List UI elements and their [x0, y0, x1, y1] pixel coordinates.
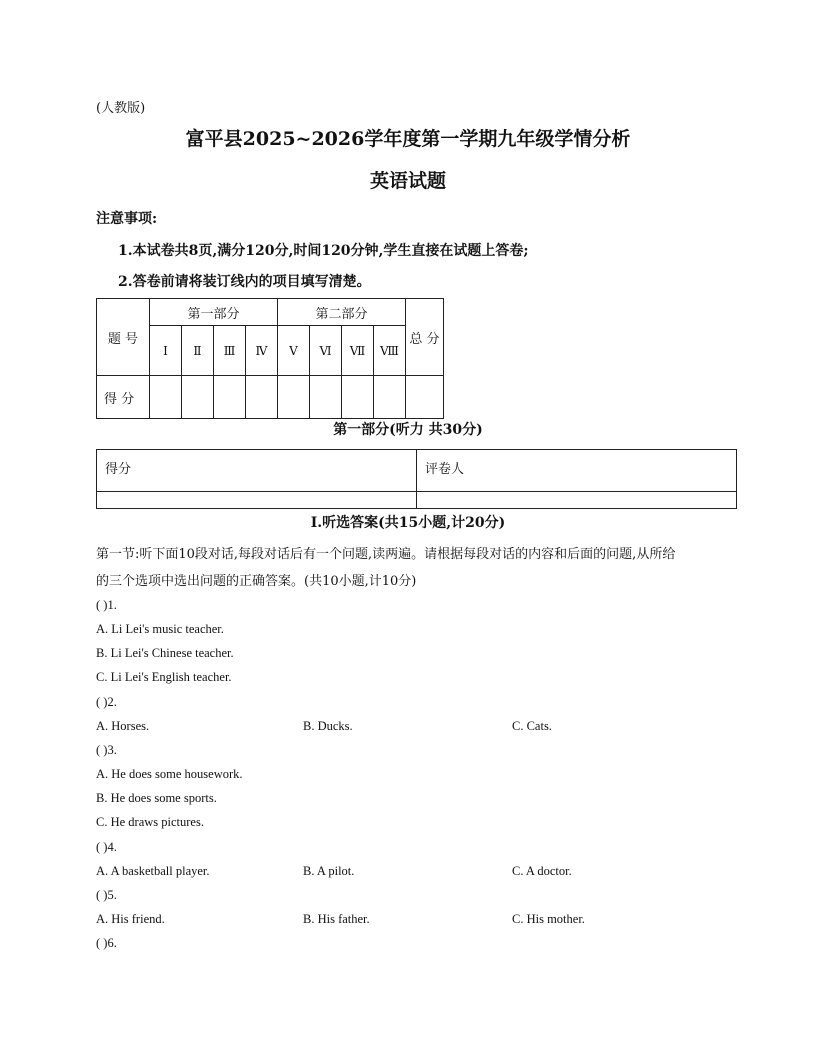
numeral-4: Ⅳ	[246, 326, 278, 376]
grader-name-label: 评卷人	[417, 450, 737, 492]
part-two-header: 第二部分	[278, 299, 406, 326]
option-a: A. Horses.	[96, 719, 150, 733]
numeral-6: Ⅵ	[310, 326, 342, 376]
score-cell[interactable]	[182, 376, 214, 419]
option-a: A. A basketball player.	[96, 864, 210, 878]
numeral-5: Ⅴ	[278, 326, 310, 376]
score-cell[interactable]	[246, 376, 278, 419]
note-item-2: 2.答卷前请将装订线内的项目填写清楚。	[118, 274, 371, 290]
score-cell[interactable]	[278, 376, 310, 419]
score-cell[interactable]	[310, 376, 342, 419]
numeral-7: Ⅶ	[342, 326, 374, 376]
option-c: C. Cats.	[512, 719, 552, 733]
option-c: C. A doctor.	[512, 864, 572, 878]
question-stem[interactable]: ( )5.	[96, 888, 117, 902]
total-score-cell[interactable]	[406, 376, 444, 419]
score-cell[interactable]	[214, 376, 246, 419]
score-row-label: 得 分	[97, 376, 150, 419]
section-instruction-line-1: 第一节:听下面10段对话,每段对话后有一个问题,读两遍。请根据每段对话的内容和后面的问题,从所给	[96, 547, 676, 562]
option-c: C. He draws pictures.	[96, 815, 204, 829]
option-b: B. His father.	[303, 912, 370, 926]
question-stem[interactable]: ( )3.	[96, 743, 117, 757]
option-b: B. Ducks.	[303, 719, 353, 733]
option-c: C. His mother.	[512, 912, 585, 926]
grader-score-label: 得分	[97, 450, 417, 492]
notes-heading: 注意事项:	[96, 211, 158, 227]
numeral-8: Ⅷ	[374, 326, 406, 376]
option-b: B. He does some sports.	[96, 791, 217, 805]
edition-label: (人教版)	[96, 101, 146, 116]
option-a: A. His friend.	[96, 912, 165, 926]
section-one-title: Ⅰ.听选答案(共15小题,计20分)	[310, 515, 506, 531]
grader-name-cell[interactable]	[417, 492, 737, 509]
note-item-1: 1.本试卷共8页,满分120分,时间120分钟,学生直接在试题上答卷;	[118, 243, 529, 259]
question-stem[interactable]: ( )4.	[96, 840, 117, 854]
numeral-3: Ⅲ	[214, 326, 246, 376]
option-b: B. A pilot.	[303, 864, 355, 878]
score-cell[interactable]	[374, 376, 406, 419]
score-cell[interactable]	[150, 376, 182, 419]
part-one-header: 第一部分	[150, 299, 278, 326]
option-a: A. He does some housework.	[96, 767, 243, 781]
exam-subject: 英语试题	[369, 170, 446, 192]
grader-table	[96, 449, 737, 509]
option-b: B. Li Lei's Chinese teacher.	[96, 646, 234, 660]
question-stem[interactable]: ( )2.	[96, 695, 117, 709]
section-instruction-line-2: 的三个选项中选出问题的正确答案。(共10小题,计10分)	[96, 574, 417, 589]
grader-score-cell[interactable]	[97, 492, 417, 509]
part-one-title: 第一部分(听力 共30分)	[333, 422, 483, 438]
total-score-header: 总 分	[406, 299, 444, 376]
numeral-1: Ⅰ	[150, 326, 182, 376]
question-number-label: 题 号	[97, 299, 150, 376]
question-stem[interactable]: ( )6.	[96, 936, 117, 950]
exam-title: 富平县2025~2026学年度第一学期九年级学情分析	[185, 128, 631, 150]
score-cell[interactable]	[342, 376, 374, 419]
score-table	[96, 298, 444, 419]
numeral-2: Ⅱ	[182, 326, 214, 376]
option-c: C. Li Lei's English teacher.	[96, 670, 232, 684]
option-a: A. Li Lei's music teacher.	[96, 622, 224, 636]
question-stem[interactable]: ( )1.	[96, 598, 117, 612]
